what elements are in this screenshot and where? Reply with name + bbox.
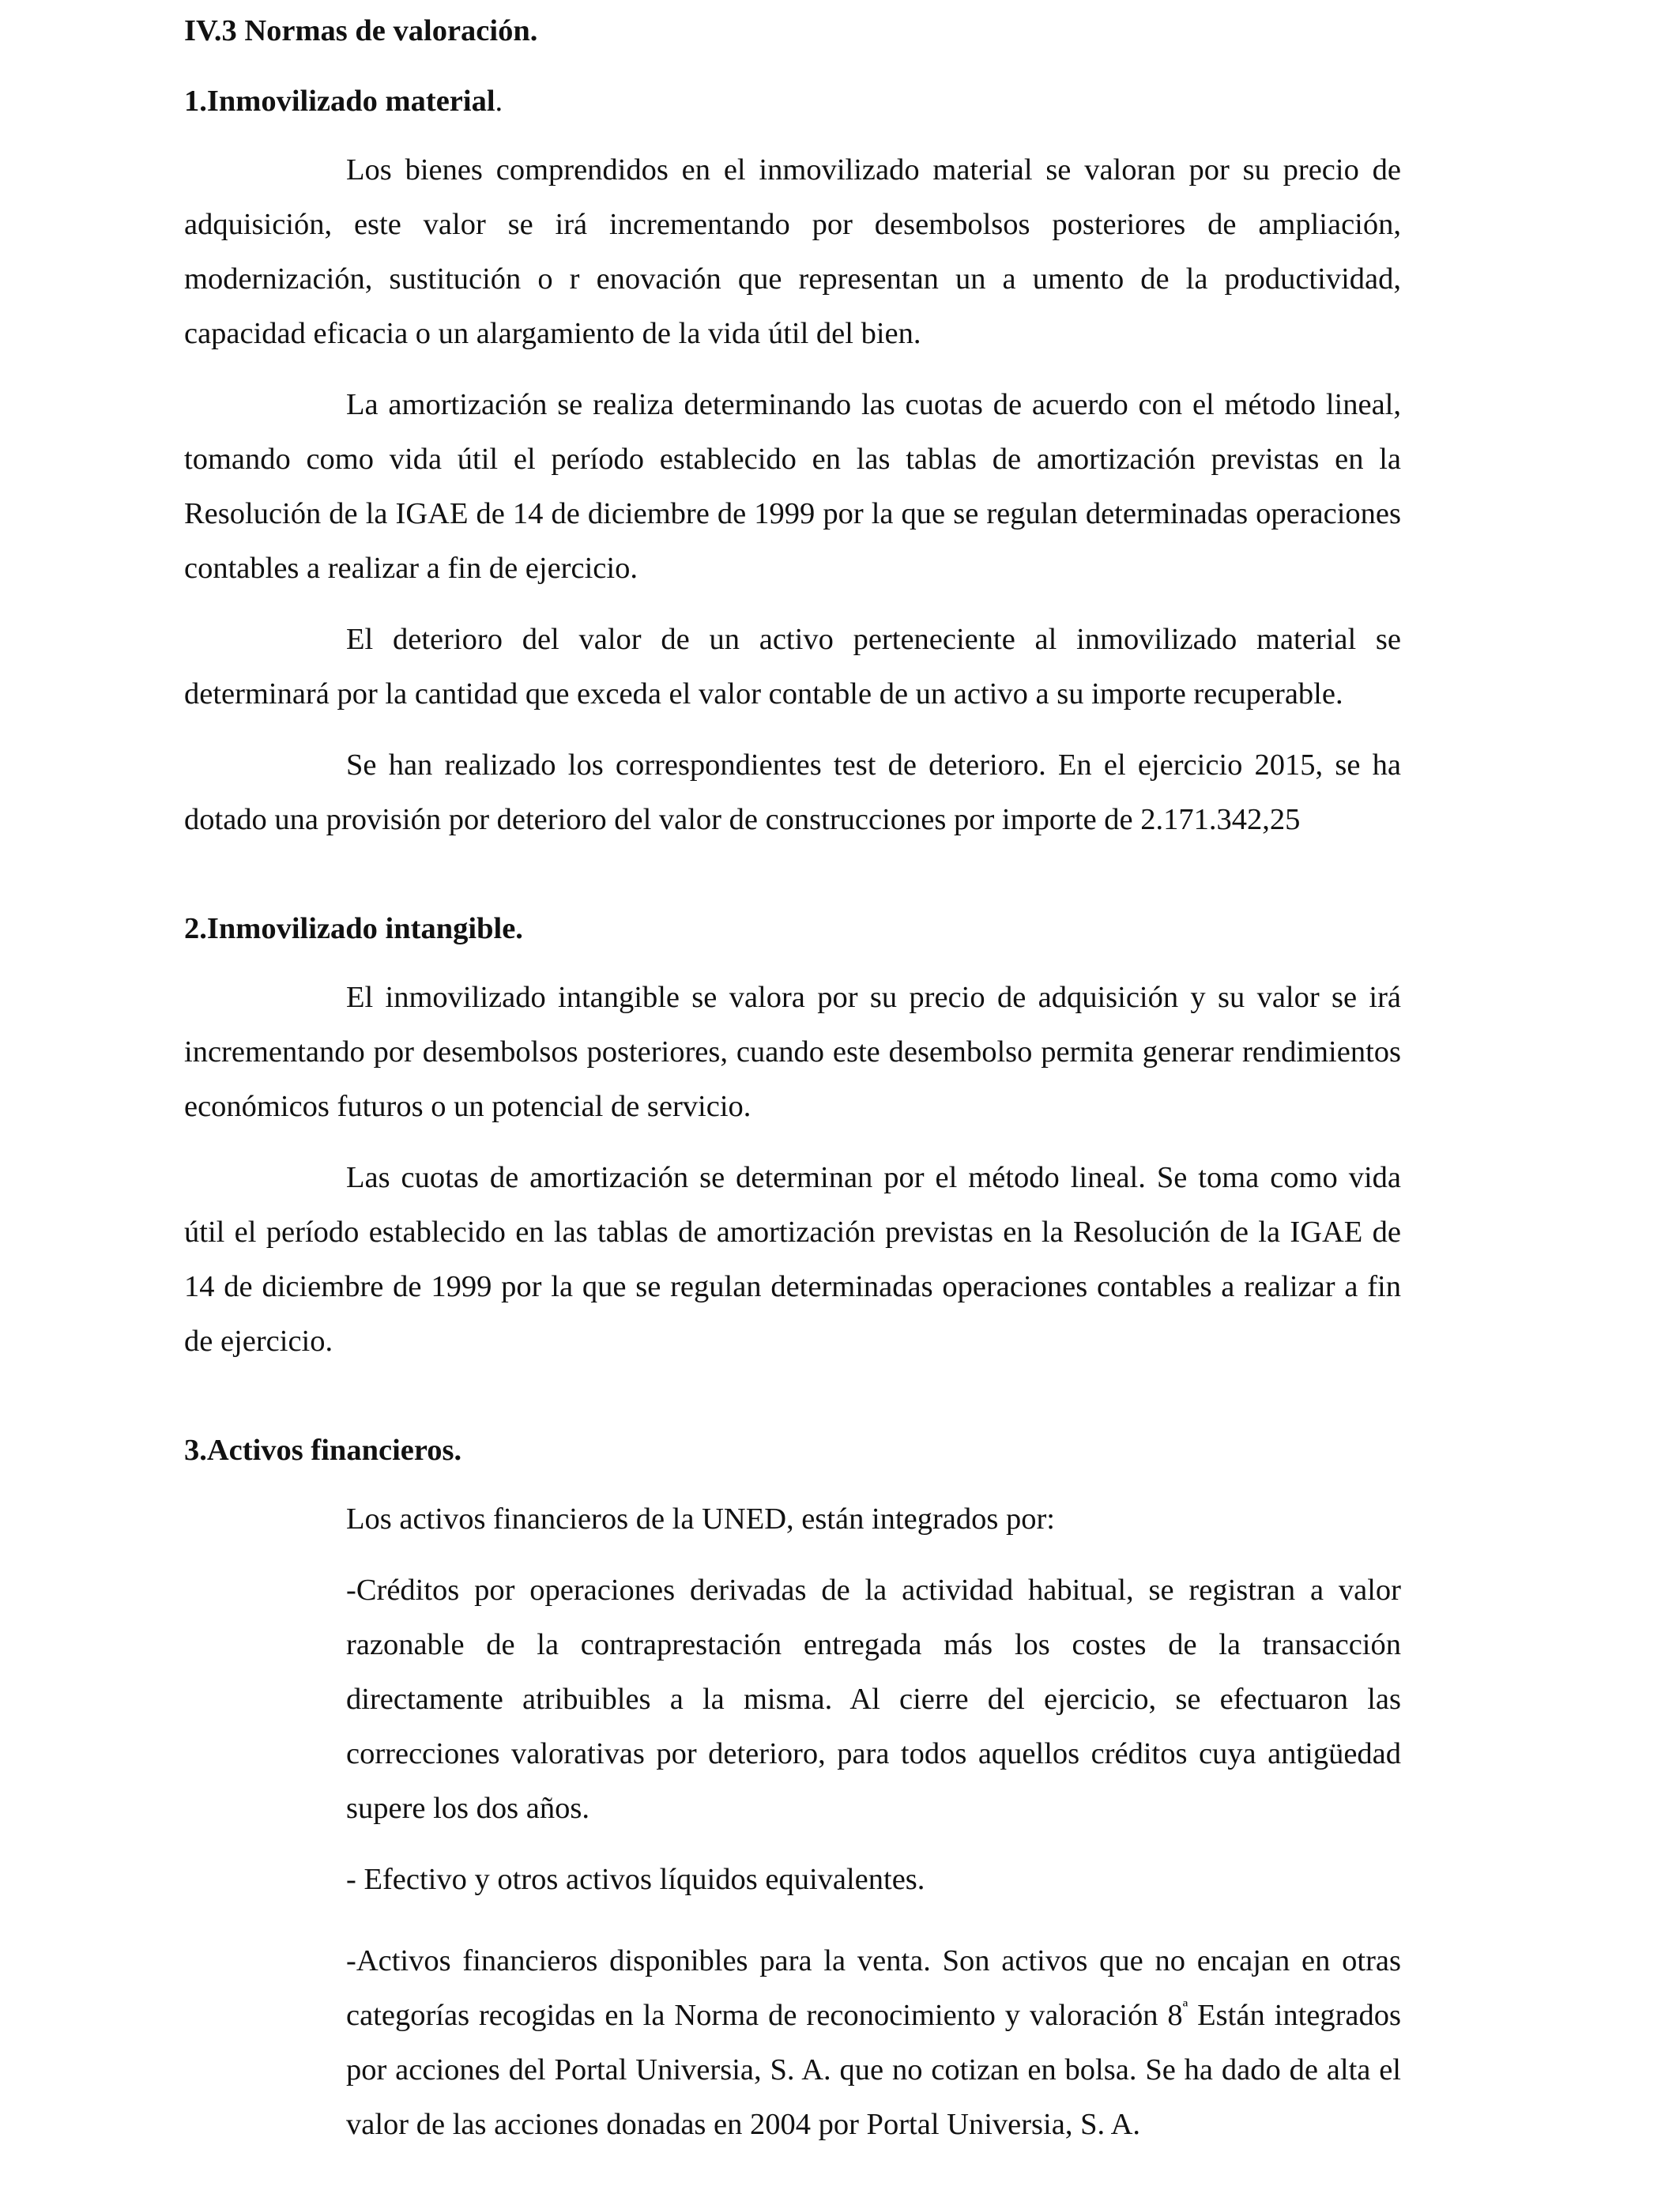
spacer <box>184 1369 1401 1423</box>
section-heading-activos-financieros: 3.Activos financieros. <box>184 1434 462 1467</box>
document-page <box>184 0 1401 2152</box>
list-intro: Los activos financieros de la UNED, están integrados por: <box>346 1502 1056 1536</box>
list-item: -Créditos por operaciones derivadas de la actividad habitual, se registran a valor razonable de la contraprestación entregada más los costes de la transacción directamente atribuibles a la misma. Al cierre del ejercicio, se efectuaron las correcciones valorativas por deterioro, para todos aquellos créditos cuya antigüedad supere los dos años. <box>346 1574 1401 1825</box>
paragraph: Se han realizado los correspondientes test de deterioro. En el ejercicio 2015, se ha dotado una provisión por deterioro del valor de construcciones por importe de 2.171.342,25 <box>184 748 1401 836</box>
page-title: IV.3 Normas de valoración. <box>184 14 538 47</box>
list-item: - Efectivo y otros activos líquidos equivalentes. <box>346 1863 925 1896</box>
paragraph: El deterioro del valor de un activo perteneciente al inmovilizado material se determinará por la cantidad que exceda el valor contable de un activo a su importe recuperable. <box>184 623 1401 711</box>
paragraph: El inmovilizado intangible se valora por su precio de adquisición y su valor se irá incrementando por desembolsos posteriores, cuando este desembolso permita generar rendimientos económicos futuros o un potencial de servicio. <box>184 981 1401 1123</box>
paragraph: Las cuotas de amortización se determinan por el método lineal. Se toma como vida útil el período establecido en las tablas de amortización previstas en la Resolución de la IGAE de 14 de diciembre de 1999 por la que se regulan determinadas operaciones contables a realizar a fin de ejercicio. <box>184 1161 1401 1358</box>
paragraph: Los bienes comprendidos en el inmovilizado material se valoran por su precio de adquisición, este valor se irá incrementando por desembolsos posteriores de ampliación, modernización, sustitución o r enovación que representan un a umento de la productividad, capacidad eficacia o un alargamiento de la vida útil del bien. <box>184 153 1401 350</box>
activos-financieros-list <box>346 1492 1401 2152</box>
list-item: -Activos financieros disponibles para la venta. Son activos que no encajan en otras categorías recogidas en la Norma de reconocimiento y valoración $8^ª$ Están integrados por acciones del Portal Universia, S. A. que no cotizan en bolsa. Se ha dado de alta el valor de las acciones donadas en 2004 por Portal Universia, S. A. <box>346 1944 1401 2141</box>
paragraph: La amortización se realiza determinando las cuotas de acuerdo con el método lineal, tomando como vida útil el período establecido en las tablas de amortización previstas en la Resolución de la IGAE de 14 de diciembre de 1999 por la que se regulan determinadas operaciones contables a realizar a fin de ejercicio. <box>184 388 1401 585</box>
superscript-ordinal: ª <box>1182 1998 1188 2019</box>
section-heading-inmovilizado-intangible: 2.Inmovilizado intangible. <box>184 912 523 945</box>
section-heading-inmovilizado-material: 1.Inmovilizado material. <box>184 85 503 118</box>
spacer <box>184 847 1401 902</box>
